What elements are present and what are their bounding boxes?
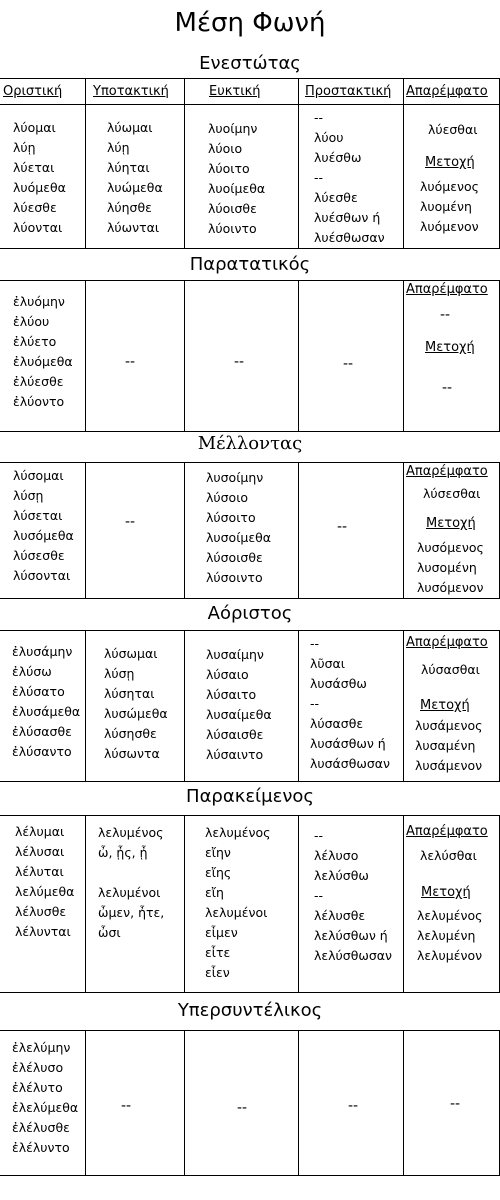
imperfect-infinitive-label: Απαρέμφατο xyxy=(406,282,488,297)
form-cell: λύσαιντο xyxy=(206,747,264,762)
form-cell: λέλυσαι xyxy=(15,844,65,859)
form-cell: ὦμεν, ἦτε, xyxy=(98,905,165,920)
aorist-infinitive: λύσασθαι xyxy=(421,662,480,677)
present-optative-list xyxy=(208,119,265,239)
form-cell: λύσασθε xyxy=(310,716,364,731)
form-cell: λελυμένος xyxy=(98,825,164,840)
form-cell: λύοιντο xyxy=(208,221,257,236)
future-infinitive-label: Απαρέμφατο xyxy=(406,464,488,479)
form-cell: λύονται xyxy=(13,220,63,235)
form-cell: λυσάσθω xyxy=(310,676,367,691)
form-cell: λύοιο xyxy=(208,141,243,156)
form-cell: λύσεται xyxy=(13,508,63,523)
form-cell: λυσαίμην xyxy=(206,647,264,662)
form-cell: λυσάμενος xyxy=(415,718,483,733)
present-indicative-list xyxy=(13,118,66,238)
form-cell: λυσαίμεθα xyxy=(206,707,272,722)
column-divider xyxy=(184,280,185,431)
column-divider xyxy=(184,78,185,248)
row-divider xyxy=(0,78,500,79)
imperfect-participle-empty: -- xyxy=(442,380,453,396)
column-divider xyxy=(403,815,404,992)
form-cell: ἐλυόμεθα xyxy=(13,354,73,369)
row-divider xyxy=(0,104,500,105)
column-divider xyxy=(85,1030,86,1175)
form-cell: λύησθε xyxy=(107,200,152,215)
form-cell: ἐλύσαντο xyxy=(12,744,72,759)
form-cell: εἴην xyxy=(205,845,231,860)
present-infinitive: λύεσθαι xyxy=(428,122,478,137)
future-imperative-empty: -- xyxy=(337,519,348,535)
form-cell: λύσῃ xyxy=(104,666,135,681)
form-cell: ἐλελύμην xyxy=(12,1040,71,1055)
form-cell: ἐλέλυτο xyxy=(12,1080,63,1095)
form-cell: λυσαμένη xyxy=(415,738,476,753)
form-cell: λέλυμαι xyxy=(15,824,65,839)
present-participle-list xyxy=(420,177,479,237)
form-cell: λυέσθωσαν xyxy=(314,230,385,245)
form-cell: λελυμένος xyxy=(205,825,271,840)
form-cell: λύσῃ xyxy=(13,488,44,503)
form-cell: λυσόμενον xyxy=(417,580,484,595)
future-indicative-list xyxy=(13,466,74,586)
future-participle-label: Μετοχή xyxy=(426,516,476,531)
form-cell: λυσάσθων ή xyxy=(310,736,386,751)
form-cell: λύσοισθε xyxy=(206,550,263,565)
pluperfect-imperative-empty: -- xyxy=(348,1098,359,1114)
column-divider xyxy=(298,1030,299,1175)
aorist-participle-list xyxy=(415,716,482,776)
perfect-infinitive: λελύσθαι xyxy=(420,848,477,863)
future-subjunctive-empty: -- xyxy=(125,514,136,530)
form-cell xyxy=(98,863,164,883)
imperfect-imperative-empty: -- xyxy=(343,356,354,372)
form-cell: λύσοιο xyxy=(206,490,249,505)
perfect-imperative-list xyxy=(314,826,392,966)
imperfect-subjunctive-empty: -- xyxy=(125,354,136,370)
form-cell: λύωνται xyxy=(107,220,160,235)
form-cell: λυοίμεθα xyxy=(208,181,266,196)
form-cell: λυσόμενος xyxy=(417,540,484,555)
form-cell: λέλυνται xyxy=(15,924,71,939)
row-divider xyxy=(0,815,500,816)
section-title-pluperfect: Υπερσυντέλικος xyxy=(177,1000,323,1021)
form-cell: ἐλυσάμεθα xyxy=(12,704,81,719)
form-cell: λυέσθω xyxy=(314,150,362,165)
form-cell: ἐλελύμεθα xyxy=(12,1100,79,1115)
form-cell: -- xyxy=(310,696,320,711)
form-cell: λελύμεθα xyxy=(15,884,75,899)
form-cell: ἐλύεσθε xyxy=(13,374,64,389)
form-cell: λέλυσθε xyxy=(314,908,366,923)
form-cell: λύωμαι xyxy=(107,120,153,135)
form-cell: λελυμένος xyxy=(417,908,483,923)
form-cell: λύσοιτο xyxy=(206,510,256,525)
pluperfect-optative-empty: -- xyxy=(237,1100,248,1116)
form-cell: εἴη xyxy=(205,885,224,900)
form-cell: -- xyxy=(314,170,324,185)
form-cell: λυομένη xyxy=(420,199,472,214)
form-cell: λέλυται xyxy=(15,864,64,879)
pluperfect-infinitive-empty: -- xyxy=(450,1096,461,1112)
form-cell: λύσησθε xyxy=(104,726,157,741)
aorist-subjunctive-list xyxy=(104,644,168,764)
form-cell: λελύσθων ή xyxy=(314,928,388,943)
header-indicative: Οριστική xyxy=(3,84,63,99)
form-cell: λύοισθε xyxy=(208,201,257,216)
form-cell: -- xyxy=(314,888,324,903)
form-cell: λύσεσθε xyxy=(13,548,65,563)
form-cell: ἐλέλυντο xyxy=(12,1140,70,1155)
present-imperative-list xyxy=(314,108,385,248)
future-participle-list xyxy=(417,538,484,598)
perfect-optative-list xyxy=(205,823,270,983)
form-cell: λυώμεθα xyxy=(107,180,163,195)
form-cell: εἶεν xyxy=(205,965,230,980)
form-cell: λυσοίμην xyxy=(206,470,264,485)
row-divider xyxy=(0,248,500,249)
form-cell: λελύσθω xyxy=(314,868,369,883)
form-cell: λελυμένοι xyxy=(98,885,161,900)
column-divider xyxy=(85,462,86,598)
column-divider xyxy=(403,462,404,598)
form-cell: λυσομένη xyxy=(417,560,477,575)
form-cell: λυόμεθα xyxy=(13,180,66,195)
form-cell: λῦσαι xyxy=(310,656,346,671)
form-cell: εἶτε xyxy=(205,945,231,960)
present-subjunctive-list xyxy=(107,118,163,238)
form-cell: λυέσθων ή xyxy=(314,210,381,225)
header-subjunctive: Υποτακτική xyxy=(93,84,169,99)
form-cell: λέλυσθε xyxy=(15,904,67,919)
column-divider xyxy=(85,815,86,992)
form-cell: λύεσθε xyxy=(13,200,57,215)
form-cell: λυσοίμεθα xyxy=(206,530,272,545)
form-cell: ἐλέλυσθε xyxy=(12,1120,70,1135)
pluperfect-subjunctive-empty: -- xyxy=(121,1098,132,1114)
form-cell: λυσάσθωσαν xyxy=(310,756,390,771)
section-title-imperfect: Παρατατικός xyxy=(189,254,311,275)
form-cell: λύηται xyxy=(107,160,150,175)
column-divider xyxy=(184,1030,185,1175)
form-cell: λύσοιντο xyxy=(206,570,263,585)
aorist-infinitive-label: Απαρέμφατο xyxy=(406,635,488,650)
row-divider xyxy=(0,781,500,782)
perfect-infinitive-label: Απαρέμφατο xyxy=(406,824,488,839)
form-cell: λύου xyxy=(314,130,344,145)
form-cell: λύσομαι xyxy=(13,468,64,483)
form-cell: λελυμένη xyxy=(417,928,476,943)
form-cell: ἐλύου xyxy=(13,314,50,329)
form-cell: λύσωμαι xyxy=(104,646,158,661)
column-divider xyxy=(85,78,86,248)
column-divider xyxy=(85,280,86,431)
form-cell: -- xyxy=(310,636,320,651)
pluperfect-indicative-list xyxy=(12,1038,78,1158)
form-cell: λέλυσο xyxy=(314,848,359,863)
form-cell: ἐλυόμην xyxy=(13,294,65,309)
column-divider xyxy=(85,630,86,781)
form-cell: λύομαι xyxy=(13,120,56,135)
form-cell: εἶμεν xyxy=(205,925,238,940)
page-title: Μέση Φωνή xyxy=(174,8,326,38)
form-cell: ἐλύοντο xyxy=(13,394,65,409)
column-divider xyxy=(298,815,299,992)
form-cell: ἐλυσάμην xyxy=(12,644,73,659)
aorist-optative-list xyxy=(206,645,272,765)
form-cell: ἐλύσασθε xyxy=(12,724,72,739)
column-divider xyxy=(403,280,404,431)
form-cell: λυοίμην xyxy=(208,121,258,136)
header-infinitive: Απαρέμφατο xyxy=(406,84,488,99)
form-cell: λυσάμενον xyxy=(415,758,483,773)
form-cell: ἐλύετο xyxy=(13,334,57,349)
imperfect-participle-label: Μετοχή xyxy=(425,340,475,355)
form-cell: λύοιτο xyxy=(208,161,250,176)
aorist-participle-label: Μετοχή xyxy=(420,698,470,713)
row-divider xyxy=(0,598,500,599)
imperfect-infinitive-empty: -- xyxy=(440,307,451,323)
row-divider xyxy=(0,431,500,432)
header-imperative: Προστακτική xyxy=(305,84,392,99)
form-cell: λυόμενος xyxy=(420,179,479,194)
perfect-participle-label: Μετοχή xyxy=(421,885,471,900)
form-cell: λύῃ xyxy=(107,140,130,155)
row-divider xyxy=(0,1175,500,1176)
form-cell: ὦ, ᾖς, ᾖ xyxy=(98,845,148,860)
aorist-imperative-list xyxy=(310,634,390,774)
column-divider xyxy=(298,462,299,598)
column-divider xyxy=(298,280,299,431)
form-cell: λελυμένοι xyxy=(205,905,268,920)
form-cell: λύσαισθε xyxy=(206,727,264,742)
column-divider xyxy=(298,630,299,781)
column-divider xyxy=(184,462,185,598)
row-divider xyxy=(0,630,500,631)
column-divider xyxy=(403,1030,404,1175)
form-cell: ἐλέλυσο xyxy=(12,1060,64,1075)
section-title-perfect: Παρακείμενος xyxy=(186,786,314,807)
row-divider xyxy=(0,1030,500,1031)
form-cell: λυσόμεθα xyxy=(13,528,74,543)
form-cell: λύεσθε xyxy=(314,190,358,205)
header-optative: Ευκτική xyxy=(209,84,261,99)
form-cell: λύσωντα xyxy=(104,746,160,761)
form-cell: -- xyxy=(314,110,324,125)
form-cell: λύσηται xyxy=(104,686,155,701)
form-cell: λυόμενον xyxy=(420,219,479,234)
aorist-indicative-list xyxy=(12,642,80,762)
perfect-subjunctive-list xyxy=(98,823,164,943)
form-cell: λελύσθωσαν xyxy=(314,948,392,963)
future-infinitive: λύσεσθαι xyxy=(423,486,481,501)
column-divider xyxy=(403,630,404,781)
imperfect-optative-empty: -- xyxy=(234,354,245,370)
column-divider xyxy=(184,630,185,781)
perfect-participle-list xyxy=(417,906,482,966)
form-cell: λύῃ xyxy=(13,140,36,155)
row-divider xyxy=(0,280,500,281)
form-cell: λύεται xyxy=(13,160,55,175)
section-title-future: Μέλλοντας xyxy=(197,433,303,454)
perfect-indicative-list xyxy=(15,822,74,942)
form-cell: εἴης xyxy=(205,865,232,880)
form-cell: ὦσι xyxy=(98,925,121,940)
form-cell: λελυμένον xyxy=(417,948,483,963)
row-divider xyxy=(0,462,500,463)
section-title-present: Ενεστώτας xyxy=(199,53,301,74)
form-cell: ἐλύσατο xyxy=(12,684,65,699)
form-cell: λύσαιο xyxy=(206,667,249,682)
future-optative-list xyxy=(206,468,271,588)
present-participle-label: Μετοχή xyxy=(425,155,475,170)
imperfect-indicative-list xyxy=(13,292,73,412)
column-divider xyxy=(184,815,185,992)
section-title-aorist: Αόριστος xyxy=(207,603,293,624)
column-divider xyxy=(403,78,404,248)
form-cell: λύσαιτο xyxy=(206,687,257,702)
form-cell: ἐλύσω xyxy=(12,664,52,679)
form-cell: -- xyxy=(314,828,324,843)
column-divider xyxy=(298,78,299,248)
row-divider xyxy=(0,992,500,993)
form-cell: λυσώμεθα xyxy=(104,706,168,721)
form-cell: λύσονται xyxy=(13,568,71,583)
